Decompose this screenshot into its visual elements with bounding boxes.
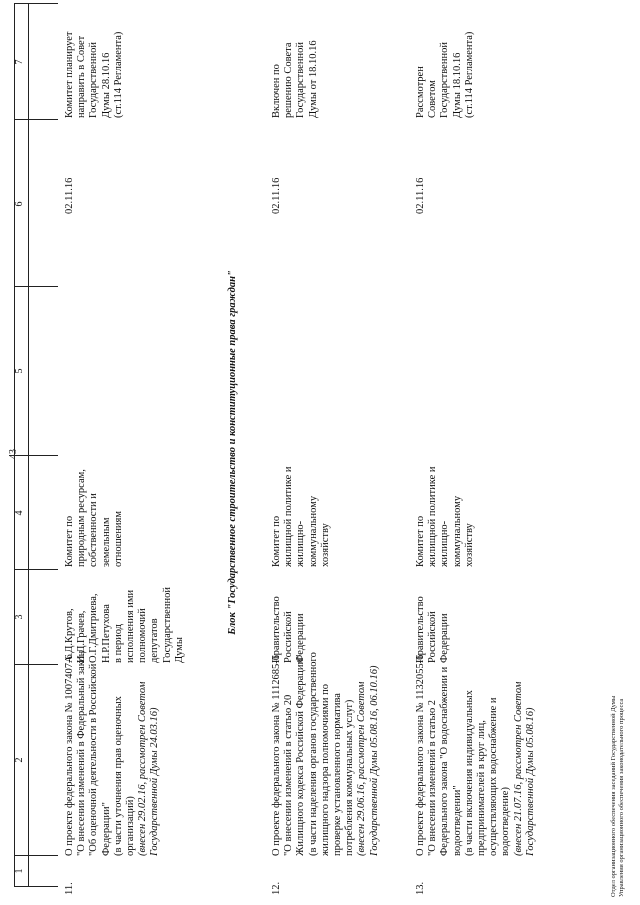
committee-line: собственности и <box>88 493 100 567</box>
title-line: водоотведение) <box>500 787 512 856</box>
column-divider <box>14 664 58 665</box>
title-line: потребления коммунальных услуг) <box>344 699 356 856</box>
author-line: депутатов <box>149 618 161 663</box>
status-line: направить в Совет <box>76 35 88 118</box>
footer-line: Отдел организационного обеспечения заседаний Государственной Думы <box>610 695 617 897</box>
page-number: 43 <box>8 449 19 459</box>
author-line: полномочий <box>137 608 149 663</box>
author-line: исполнения ими <box>125 589 137 663</box>
author-line: Правительство <box>415 596 426 663</box>
title-line: жилищного надзора полномочиями по <box>319 684 331 856</box>
status-line: Рассмотрен <box>415 66 426 118</box>
bill-title <box>271 652 381 856</box>
committee-line: Комитет по <box>64 515 75 567</box>
title-line: осуществляющих водоснабжение и <box>488 697 500 856</box>
authors <box>271 596 308 663</box>
table-right-border <box>14 3 58 4</box>
committee-line: земельным <box>100 517 112 567</box>
author-line: О.Г.Дмитриева, <box>88 593 100 663</box>
committee-line: жилищно- <box>439 520 451 567</box>
title-line: "О внесении изменений в Федеральный закон <box>76 650 88 856</box>
status-line: решению Совета <box>283 42 295 118</box>
status-line: (ст.114 Регламента) <box>463 31 475 118</box>
status-line: Думы от 18.10.16 <box>307 40 319 118</box>
author-line: Федерации <box>439 613 451 663</box>
footer-line: Управления организационного обеспечения законодательного процесса <box>617 698 625 897</box>
committee-line: Комитет по <box>415 515 426 567</box>
title-line: Жилищного кодекса Российской Федерации" <box>295 654 307 856</box>
date: 02.11.16 <box>415 177 426 214</box>
status-line: Комитет планирует <box>64 31 75 118</box>
committee <box>64 469 125 567</box>
title-line: проверке установленного норматива <box>332 693 344 856</box>
column-header: 3 <box>14 614 25 620</box>
row-number: 11. <box>64 882 75 895</box>
row-number: 13. <box>415 881 426 895</box>
author-line: Российской <box>283 611 295 663</box>
authors <box>64 587 186 663</box>
header-divider <box>28 3 29 887</box>
author-line: Государственной <box>161 587 173 663</box>
committee-line: жилищно- <box>295 520 307 567</box>
footer <box>610 696 625 897</box>
committee-line: коммунальному <box>451 495 463 567</box>
column-header: 6 <box>14 201 25 207</box>
column-header: 2 <box>14 757 25 763</box>
title-line: организаций) <box>125 796 137 856</box>
date: 02.11.16 <box>271 177 282 214</box>
title-note-line: (внесен 29.02.16, рассмотрен Советом <box>137 681 149 856</box>
title-line: "О внесении изменений в статью 20 <box>283 694 295 856</box>
date: 02.11.16 <box>64 177 75 214</box>
committee-line: отношениям <box>112 510 124 567</box>
status-line: Думы 18.10.16 <box>451 52 463 118</box>
block-heading: Блок "Государственное строительство и конституционные права граждан" <box>227 270 238 635</box>
status-line: Советом <box>427 80 439 118</box>
column-header: 5 <box>14 368 25 374</box>
committee-line: природным ресурсам, <box>76 469 88 567</box>
status-line: Государственной <box>295 42 307 118</box>
title-line: (в части наделения органов государственного <box>307 652 319 856</box>
committee <box>415 467 476 567</box>
status-line: Включен по <box>271 64 282 118</box>
status-line: Государственной <box>439 42 451 118</box>
status <box>271 40 320 118</box>
title-note-line: (внесен 21.07.16, рассмотрен Советом <box>512 681 524 856</box>
row-number: 12. <box>271 881 282 895</box>
status-line: Думы 28.10.16 <box>100 52 112 118</box>
column-header: 1 <box>14 868 25 874</box>
author-line: Н.Р.Петухова <box>100 604 112 663</box>
table-header-row <box>14 3 58 887</box>
committee-line: хозяйству <box>319 523 331 567</box>
title-line: О проекте федерального закона № 1132055-6 <box>415 654 426 856</box>
author-line: Правительство <box>271 596 282 663</box>
title-line: "О внесении изменений в статью 2 <box>427 699 439 856</box>
committee-line: хозяйству <box>463 523 475 567</box>
title-line: О проекте федерального закона № 1112685-6 <box>271 655 282 856</box>
author-line: И.Д.Грачев, <box>76 610 88 663</box>
committee <box>271 467 332 567</box>
column-header: 7 <box>14 59 25 65</box>
status <box>415 32 476 118</box>
title-line: Федерального закона "О водоснабжении и <box>439 666 451 856</box>
column-divider <box>14 455 58 456</box>
title-line: предпринимателей в круг лиц, <box>476 720 488 856</box>
authors <box>415 596 452 663</box>
author-line: Российской <box>427 611 439 663</box>
bill-title <box>415 655 537 856</box>
title-note-line: Государственной Думы 05.08.16) <box>524 707 536 856</box>
committee-line: коммунальному <box>307 495 319 567</box>
title-note-line: (внесен 29.06.16, рассмотрен Советом <box>356 681 368 856</box>
title-line: водоотведении" <box>451 785 463 856</box>
committee-line: жилищной политике и <box>427 466 439 567</box>
status-line: Государственной <box>88 42 100 118</box>
bill-title <box>64 651 162 856</box>
status <box>64 32 125 119</box>
committee-line: жилищной политике и <box>283 466 295 567</box>
table-left-border <box>14 886 58 887</box>
author-line: А.Д.Крутов, <box>64 608 75 663</box>
title-line: Федерации" <box>100 802 112 856</box>
title-note-line: Государственной Думы 05.08.16, 06.10.16) <box>368 665 380 856</box>
column-divider <box>14 569 58 570</box>
column-divider <box>14 119 58 120</box>
title-line: "Об оценочной деятельности в Российской <box>88 663 100 856</box>
author-line: Думы <box>173 637 185 663</box>
column-header: 4 <box>14 510 25 516</box>
committee-line: Комитет по <box>271 515 282 567</box>
author-line: в период <box>112 623 124 663</box>
title-note-line: Государственной Думы 24.03.16) <box>149 707 161 856</box>
title-line: (в части уточнения прав оценочных <box>112 696 124 856</box>
status-line: (ст.114 Регламента) <box>112 31 124 118</box>
column-divider <box>14 286 58 287</box>
author-line: Федерации <box>295 613 307 663</box>
title-line: (в части включения индивидуальных <box>463 690 475 856</box>
title-line: О проекте федерального закона № 1007407-6 <box>64 654 75 856</box>
